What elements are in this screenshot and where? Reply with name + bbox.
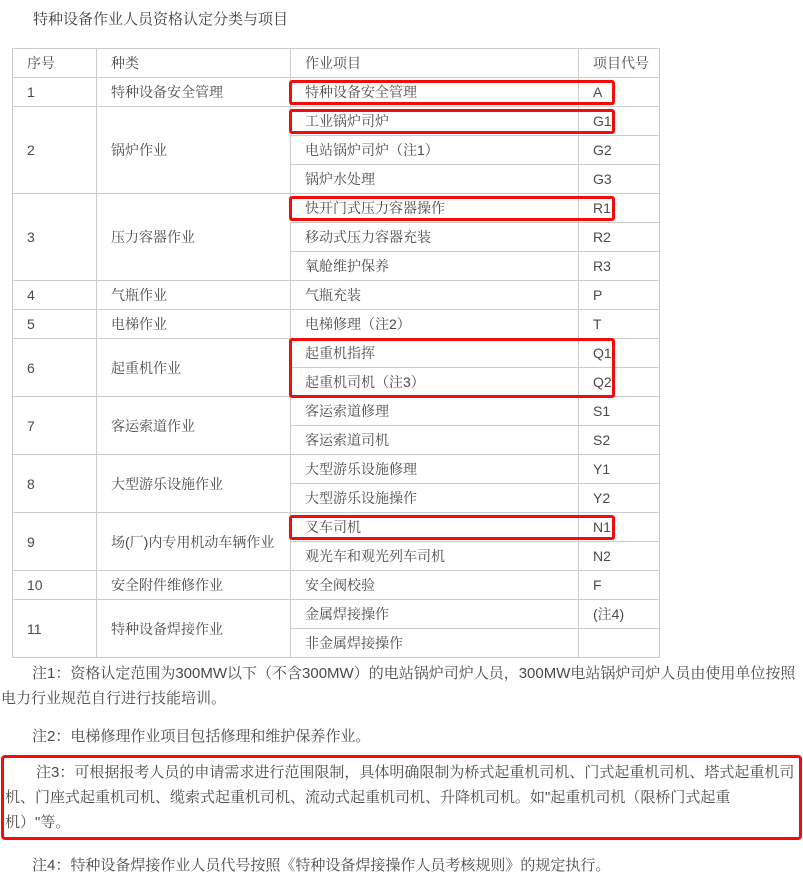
table-row (13, 455, 660, 484)
project-cell: 起重机指挥 (291, 339, 579, 368)
code-cell: Q1 (579, 339, 660, 368)
table-row (13, 339, 660, 368)
note-4: 注4：特种设备焊接作业人员代号按照《特种设备焊接操作人员考核规则》的规定执行。 (32, 857, 611, 874)
project-cell: 快开门式压力容器操作 (291, 194, 579, 223)
project-cell: 安全阀校验 (291, 571, 579, 600)
code-cell: S1 (579, 397, 660, 426)
project-cell: 大型游乐设施操作 (291, 484, 579, 513)
serial-cell: 9 (13, 513, 97, 571)
serial-cell: 4 (13, 281, 97, 310)
note-1: 注1：资格认定范围为300MW以下（不含300MW）的电站锅炉司炉人员，300MW电站锅炉司炉人员由使用单位按照电力行业规范自行进行技能培训。 (1, 665, 796, 707)
code-cell (579, 629, 660, 658)
code-cell: S2 (579, 426, 660, 455)
serial-cell: 10 (13, 571, 97, 600)
category-cell: 客运索道作业 (97, 397, 291, 455)
code-cell: R2 (579, 223, 660, 252)
code-cell: A (579, 78, 660, 107)
qualification-table (12, 48, 660, 658)
table-row (13, 513, 660, 542)
project-cell: 金属焊接操作 (291, 600, 579, 629)
header-cell: 项目代号 (579, 49, 660, 78)
project-cell: 大型游乐设施修理 (291, 455, 579, 484)
serial-cell: 11 (13, 600, 97, 658)
project-cell: 电梯修理（注2） (291, 310, 579, 339)
table-row (13, 281, 660, 310)
code-cell: Y1 (579, 455, 660, 484)
code-cell: (注4) (579, 600, 660, 629)
code-cell: N2 (579, 542, 660, 571)
note-2: 注2：电梯修理作业项目包括修理和维护保养作业。 (32, 728, 371, 745)
project-cell: 非金属焊接操作 (291, 629, 579, 658)
category-cell: 大型游乐设施作业 (97, 455, 291, 513)
header-cell: 序号 (13, 49, 97, 78)
category-cell: 场(厂)内专用机动车辆作业 (97, 513, 291, 571)
code-cell: G1 (579, 107, 660, 136)
code-cell: R1 (579, 194, 660, 223)
project-cell: 起重机司机（注3） (291, 368, 579, 397)
category-cell: 电梯作业 (97, 310, 291, 339)
code-cell: N1 (579, 513, 660, 542)
code-cell: P (579, 281, 660, 310)
category-cell: 安全附件维修作业 (97, 571, 291, 600)
table-body (13, 78, 660, 658)
page-title: 特种设备作业人员资格认定分类与项目 (33, 11, 289, 28)
project-cell: 锅炉水处理 (291, 165, 579, 194)
category-cell: 特种设备焊接作业 (97, 600, 291, 658)
note-3: 注3：可根据报考人员的申请需求进行范围限制，具体明确限制为桥式起重机司机、门式起重机司机、塔式起重机司机、门座式起重机司机、缆索式起重机司机、流动式起重机司机、升降机司机。如"起重机司机（限桥门式起重机）"等。 (1, 755, 802, 840)
table-row (13, 600, 660, 629)
serial-cell: 3 (13, 194, 97, 281)
table-wrap (12, 48, 659, 658)
header-cell: 作业项目 (291, 49, 579, 78)
table-row (13, 397, 660, 426)
serial-cell: 5 (13, 310, 97, 339)
table-row (13, 194, 660, 223)
header-cell: 种类 (97, 49, 291, 78)
table-row (13, 310, 660, 339)
table-row (13, 78, 660, 107)
category-cell: 压力容器作业 (97, 194, 291, 281)
table-header-row (13, 49, 660, 78)
code-cell: G2 (579, 136, 660, 165)
project-cell: 氧舱维护保养 (291, 252, 579, 281)
project-cell: 叉车司机 (291, 513, 579, 542)
serial-cell: 8 (13, 455, 97, 513)
project-cell: 气瓶充装 (291, 281, 579, 310)
project-cell: 客运索道修理 (291, 397, 579, 426)
project-cell: 工业锅炉司炉 (291, 107, 579, 136)
code-cell: T (579, 310, 660, 339)
code-cell: F (579, 571, 660, 600)
serial-cell: 6 (13, 339, 97, 397)
category-cell: 气瓶作业 (97, 281, 291, 310)
notes (0, 661, 803, 878)
table-row (13, 571, 660, 600)
code-cell: Y2 (579, 484, 660, 513)
project-cell: 观光车和观光列车司机 (291, 542, 579, 571)
code-cell: Q2 (579, 368, 660, 397)
serial-cell: 1 (13, 78, 97, 107)
project-cell: 特种设备安全管理 (291, 78, 579, 107)
category-cell: 起重机作业 (97, 339, 291, 397)
code-cell: G3 (579, 165, 660, 194)
project-cell: 客运索道司机 (291, 426, 579, 455)
table-row (13, 107, 660, 136)
project-cell: 电站锅炉司炉（注1） (291, 136, 579, 165)
project-cell: 移动式压力容器充装 (291, 223, 579, 252)
category-cell: 特种设备安全管理 (97, 78, 291, 107)
serial-cell: 2 (13, 107, 97, 194)
serial-cell: 7 (13, 397, 97, 455)
category-cell: 锅炉作业 (97, 107, 291, 194)
code-cell: R3 (579, 252, 660, 281)
